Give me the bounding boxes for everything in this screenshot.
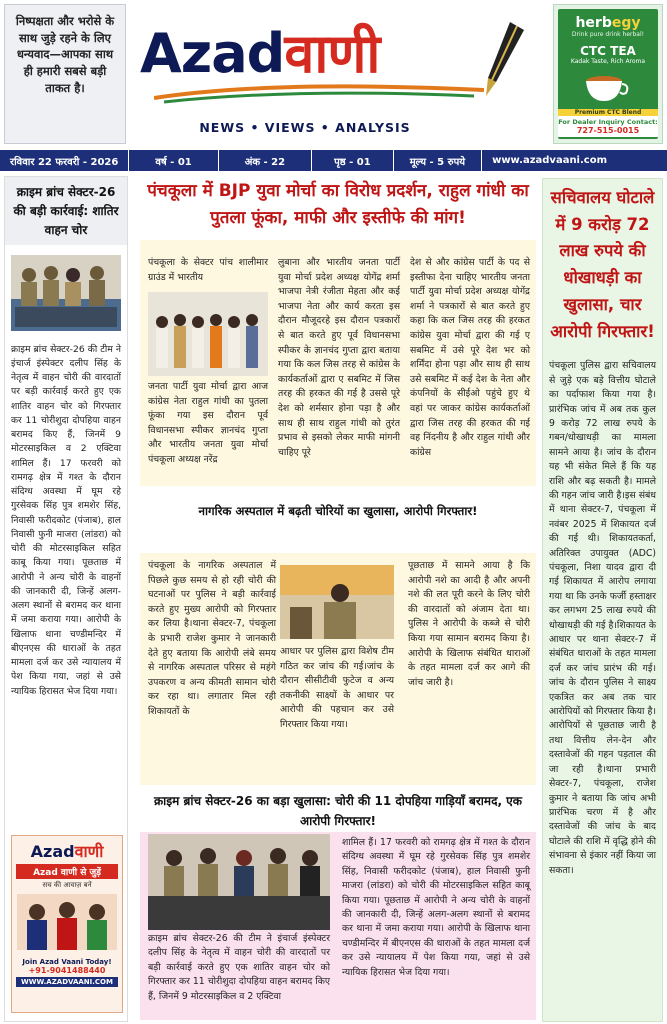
promo-advertisement[interactable] <box>11 835 123 1013</box>
main-article-col3: देश से और कांग्रेस पार्टी के पद से इस्तीफा देना चाहिए भारतीय जनता पार्टी युवा मोर्चा प्रदेश अध्यक्ष योगेंद्र शर्मा ने पत्रकारों से बात करते हुए कहा कि कल जिस तरह की हरकत कांग्रेस युवा मोर्चा द्वारा की गई ए सबमिट में उसे पूरे देश भर को शर्मिंदा होना पड़ा और साथ ही साथ उसे सबमिट में कई देश के नेता और कंपनियों के सीईओ पहुंचे हुए थे वहां पर जाकर कांग्रेस कार्यकर्ताओं द्वारा जिस तरह की हरकत की गई वह निंदनीय है और राहुल गांधी और कांग्रेस <box>410 257 530 458</box>
promo-join: Join Azad Vaani Today! <box>22 958 112 966</box>
price: मूल्य - 5 रुपये <box>409 156 466 168</box>
logo-hindi: वाणी <box>284 22 380 85</box>
logo-text <box>140 14 379 88</box>
main-article-col2: लुबाना और भारतीय जनता पार्टी युवा मोर्चा प्रदेश अध्यक्ष योगेंद्र शर्मा भाजपा नेत्री रंजीता मेहता और कई भाजपा नेता और कार्य करता इस दौरान मौजूदरहे इस दौरान पत्रकारों से बात करते हुए पूर्व विधानसभा स्पीकर के ज्ञानचंद गुप्ता द्वारा बताया गया कि कल जिस तरह से कांग्रेस के कार्यकर्ताओं द्वारा ए सबमिट में जिस तरह की हरकत की गई है उससे पूरे देश को शर्मसार होना पड़ा है और साथ ही साथ राहुल गांधी को तुरंत प्रभाव से इसको लेकर माफी मांगनी चाहिए पूरे <box>278 257 400 458</box>
protest-photo <box>148 292 268 376</box>
left-column <box>4 176 128 1022</box>
promo-phone[interactable]: +91-9041488440 <box>28 966 106 975</box>
promo-website[interactable]: WWW.AZADVAANI.COM <box>16 977 118 987</box>
left-column-body: क्राइम ब्रांच सेक्टर-26 की टीम ने इंचार्ज इंस्पेक्टर दलीप सिंह के नेतृत्व में वाहन चोरी की वारदातों पर बड़ी कार्रवाई करते हुए एक शातिर वाहन चोर को गिरफ्तार कर 11 चोरीशुदा दोपहिया वाहन बरामद किए हैं, जिनमें 9 मोटरसाइकिल व 2 एक्टिवा शामिल हैं। 17 फरवरी को रामगढ़ क्षेत्र में गश्त के दौरान संदिग्ध अवस्था में घूम रहे गुरसेवक सिंह पुत्र शमशेर सिंह, निवासी फरीदकोट (पंजाब), हाल निवासी फुनी माजरा (लांडरा) को चोरी की मोटरसाइकिल सहित काबू किया गया। पूछताछ में आरोपी ने अन्य चोरी के वाहनों की जानकारी दी, जिन्हें अलग-अलग स्थानों से बरामद कर थाना में जमा कराया गया। आरोपी के खिलाफ थाना चण्डीमन्दिर में बीएनएस की धाराओं के तहत मामला दर्ज कर उसे न्यायालय में पेश किया गया, जहां से उसे न्यायिक हिरासत भेज दिया गया। <box>11 343 121 697</box>
article2-headline[interactable]: नागरिक अस्पताल में बढ़ती चोरियों का खुलासा, आरोपी गिरफ्तार! <box>198 504 478 518</box>
masthead-logo[interactable] <box>140 6 535 146</box>
issue-year: वर्ष - 01 <box>155 156 192 168</box>
article3 <box>140 832 536 1020</box>
fountain-pen-icon <box>480 20 530 100</box>
ad-brand: herbegy <box>575 15 641 31</box>
article3-col1: क्राइम ब्रांच सेक्टर-26 की टीम ने इंचार्ज इंस्पेक्टर दलीप सिंह के नेतृत्व में वाहन चोरी की वारदातों पर बड़ी कार्रवाई करते हुए एक शातिर वाहन चोर को गिरफ्तार कर 11 चोरीशुदा दोपहिया वाहन बरामद किए हैं, जिनमें 9 मोटरसाइकिल व 2 एक्टिवा <box>148 933 330 1002</box>
right-column <box>542 178 663 1022</box>
crime-branch-photo <box>148 834 330 930</box>
article3-headline[interactable]: क्राइम ब्रांच सेक्टर-26 का बड़ा खुलासा: चोरी की 11 दोपहिया गाड़ियाँ बरामद, एक आरोपी गिरफ्तार! <box>153 794 523 828</box>
ad-brand-sub: Drink pure drink herbal! <box>571 31 645 38</box>
header-message: निष्पक्षता और भरोसे के साथ जुड़े रहने के लिए धन्यवाद—आपका साथ ही हमारी सबसे बड़ी ताकत है। <box>15 14 115 95</box>
logo-latin: Azad <box>140 22 285 85</box>
issue-number: अंक - 22 <box>244 156 286 168</box>
ad-product: CTC TEA <box>580 44 636 58</box>
promo-people-illustration <box>17 894 117 950</box>
accused-photo <box>280 565 394 639</box>
main-article <box>140 240 536 486</box>
main-headline[interactable]: पंचकूला में BJP युवा मोर्चा का विरोध प्रदर्शन, राहुल गांधी का पुतला फूंका, माफी और इस्तीफे की मांग! <box>147 181 529 229</box>
promo-banner: Azad वाणी से जुड़ें <box>16 864 118 879</box>
tea-cup-icon <box>582 71 630 103</box>
logo-swoosh <box>154 84 484 104</box>
page-number: पृष्ठ - 01 <box>334 156 371 168</box>
tea-advertisement[interactable] <box>553 4 663 144</box>
masthead-tagline: NEWS • VIEWS • ANALYSIS <box>199 120 411 135</box>
issue-info-bar <box>0 150 667 171</box>
article2 <box>140 553 536 785</box>
left-column-heading[interactable]: क्राइम ब्रांच सेक्टर-26 की बड़ी कार्रवाई: शातिर वाहन चोर <box>5 177 127 245</box>
article2-col2: आधार पर पुलिस द्वारा विशेष टीम गठित कर जांच की गई।जांच के दौरान सीसीटीवी फुटेज व अन्य तकनीकी साक्ष्यों के आधार पर आरोपी की पहचान कर उसे गिरफ्तार किया गया। <box>280 646 394 730</box>
ad-contact: For Dealer Inquiry Contact: 727-515-0015 <box>558 118 658 135</box>
website-link[interactable]: www.azadvaani.com <box>492 155 608 166</box>
article3-col2: शामिल हैं। 17 फरवरी को रामगढ़ क्षेत्र में गश्त के दौरान संदिग्ध अवस्था में घूम रहे गुरसेवक सिंह पुत्र शमशेर सिंह, निवासी फरीदकोट (पंजाब), हाल निवासी फुनी माजरा (लांडरा) को चोरी की मोटरसाइकिल सहित काबू किया गया। पूछताछ में आरोपी ने अन्य चोरी के वाहनों की जानकारी दी, जिन्हें अलग-अलग स्थानों से बरामद कर थाना में जमा कराया गया। आरोपी के खिलाफ थाना चण्डीमन्दिर में बीएनएस की धाराओं के तहत मामला दर्ज कर उसे न्यायालय में पेश किया गया, जहां से उसे न्यायिक हिरासत भेज दिया गया। <box>342 837 530 978</box>
promo-logo: Azadवाणी <box>30 842 104 861</box>
ad-phone: 727-515-0015 <box>576 126 640 135</box>
article2-col1: पंचकूला के नागरिक अस्पताल में पिछले कुछ समय से हो रही चोरी की घटनाओं पर पुलिस ने बड़ी कार्रवाई करते हुए मुख्य आरोपी को गिरफ्तार कर लिया है।थाना सेक्टर-7, पंचकूला के प्रभारी राजेश कुमार ने जानकारी देते हुए बताया कि आरोपी लंबे समय से नागरिक अस्पताल परिसर से महंगे उपकरण व अन्य कीमती सामान चोरी कर रहा था। लगातार मिल रही शिकायतों के <box>148 560 276 717</box>
main-article-col1-bottom: जनता पार्टी युवा मोर्चा द्वारा आज कांग्रेस नेता राहुल गांधी का पुतला फूंका गया इस दौरान पूर्व विधानसभा स्पीकर ज्ञानचंद गुप्ता और भारतीय जनता युवा मोर्चा पंचकूला अध्यक्ष नरेंद्र <box>148 381 268 465</box>
right-column-headline[interactable]: सचिवालय घोटाले में 9 करोड़ 72 लाख रुपये की धोखाधड़ी का खुलासा, चार आरोपी गिरफ्तार! <box>550 188 655 341</box>
ad-blend: Premium CTC Blend <box>558 109 658 116</box>
article2-col3: पूछताछ में सामने आया है कि आरोपी नशे का आदी है और अपनी नशे की लत पूरी करने के लिए चोरी की वारदातों को अंजाम देता था।पुलिस ने आरोपी के कब्जे से चोरी किया गया सामान बरामद किया है। आरोपी के खिलाफ संबंधित धाराओं के तहत मामला दर्ज कर आगे की जांच जारी है। <box>408 560 530 688</box>
ad-product-sub: Kadak Taste, Rich Aroma <box>570 58 646 65</box>
promo-sub: सच की आवाज़ बनें <box>42 881 92 889</box>
main-article-col1-top: पंचकूला के सेक्टर पांच शालीमार ग्राउंड में भारतीय <box>148 257 268 283</box>
issue-date: रविवार 22 फरवरी - 2026 <box>10 156 119 168</box>
header-tagline-box <box>4 4 126 144</box>
right-column-body: पंचकूला पुलिस द्वारा सचिवालय से जुड़े एक बड़े वित्तीय घोटाले का पर्दाफाश किया गया है। प्रारंभिक जांच में अब तक कुल 9 करोड़ 72 लाख रुपये के गबन/धोखाधड़ी का मामला सामने आया है। जांच के दौरान यह भी संकेत मिले हैं कि यह राशि और बढ़ सकती है। मामले की गहन जांच जारी है।इस संबंध में थाना सेक्टर-7, पंचकूला में नवंबर 2025 में शिकायत दर्ज की गई थी। शिकायतकर्ता, अतिरिक्त उपायुक्त (ADC) पंचकूला, निशा यादव द्वारा दी गई शिकायत में आरोप लगाया गया था कि उनके फर्जी हस्ताक्षर कर लगभग 25 लाख रुपये की धोखाधड़ी की गई है।शिकायत के आधार पर थाना सेक्टर-7 में संबंधित धाराओं के तहत मामला दर्ज कर जांच प्रारंभ की गई। जांच के दौरान पुलिस ने साक्ष्य एकत्रित कर अब तक चार आरोपियों को गिरफ्तार किया है। आरोपियों से पूछताछ जारी है तथा वित्तीय लेन-देन और दस्तावेजों की गहन पड़ताल की जा रही है।थाना प्रभारी सेक्टर-7, पंचकूला, राजेश कुमार ने बताया कि जांच अभी प्रारंभिक चरण में है और दस्तावेजों की जांच के बाद घोटाले की राशि में वृद्धि होने की संभावना से इंकार नहीं किया जा सकता। <box>549 360 657 876</box>
police-photo <box>11 255 121 331</box>
